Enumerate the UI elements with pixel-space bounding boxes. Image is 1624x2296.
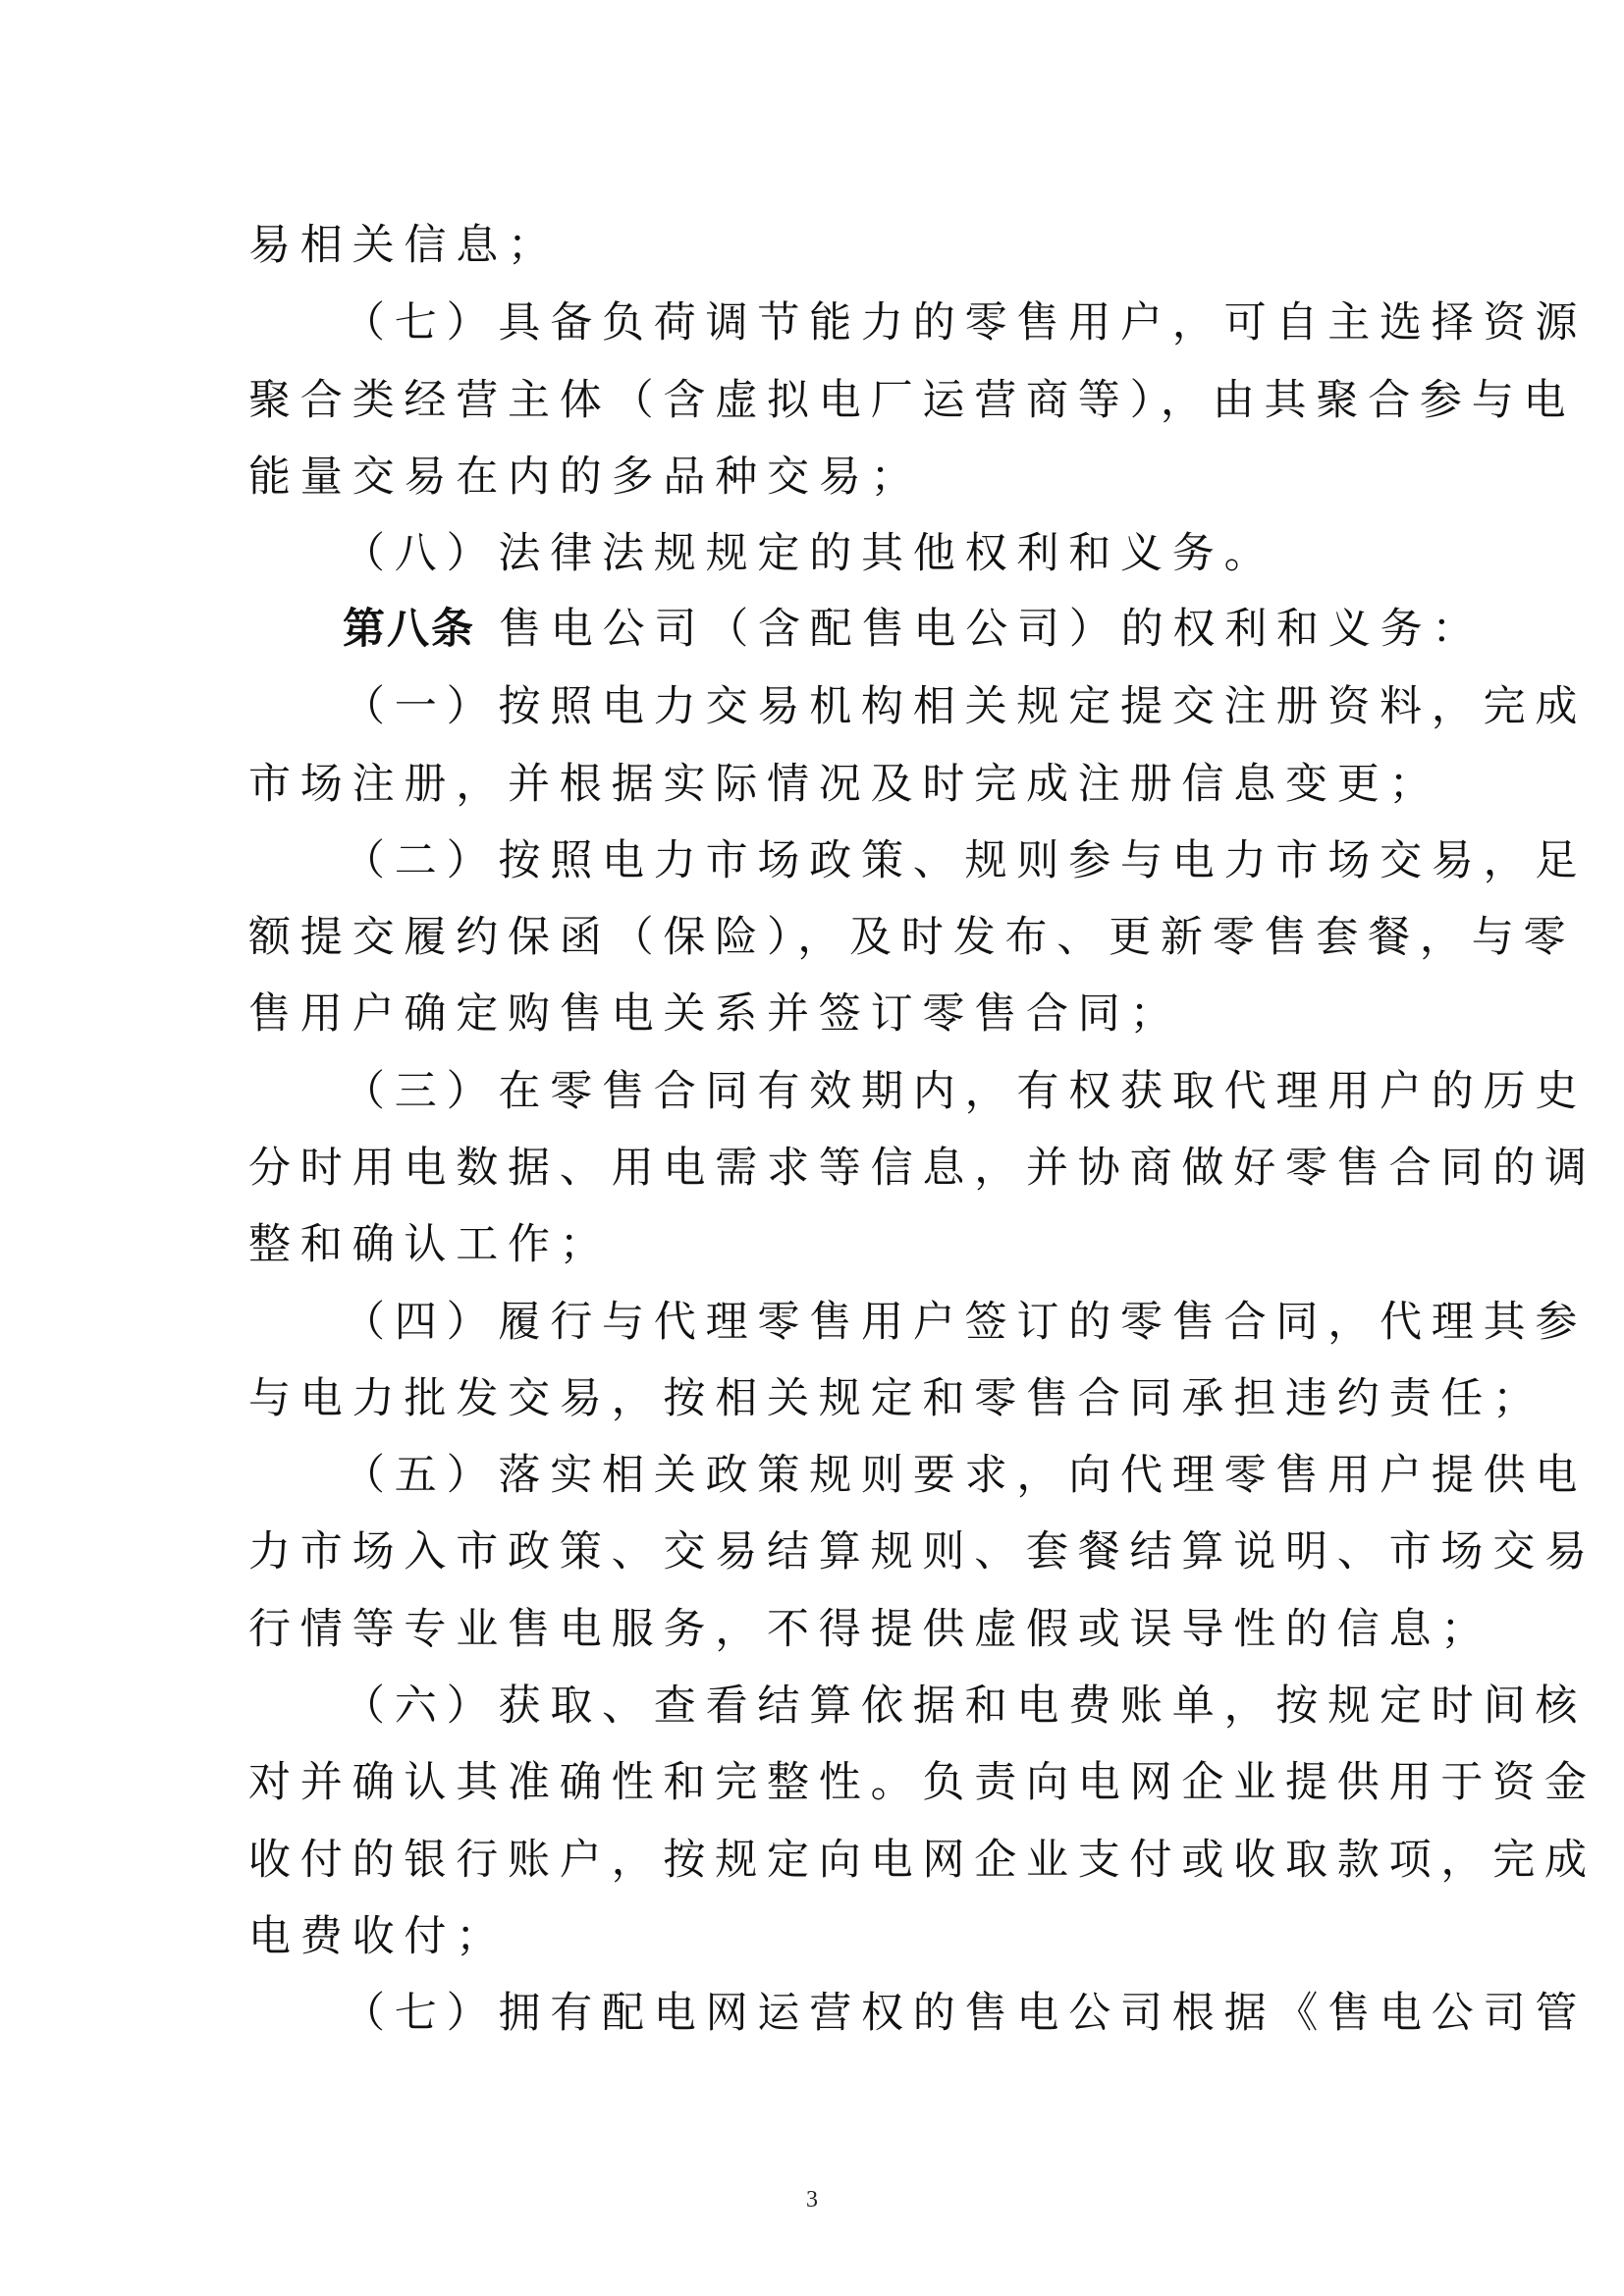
text-line: （七）具备负荷调节能力的零售用户，可自主选择资源 <box>343 298 1588 347</box>
text-line: 电费收付； <box>248 1912 508 1961</box>
article-line <box>343 602 1484 657</box>
text-line: 整和确认工作； <box>248 1220 612 1269</box>
text-line: 额提交履约保函（保险），及时发布、更新零售套餐，与零 <box>248 913 1576 962</box>
article-text: 售电公司（含配售电公司）的权利和义务： <box>499 605 1485 654</box>
text-line: 行情等专业售电服务，不得提供虚假或误导性的信息； <box>248 1605 1493 1654</box>
text-line: （八）法律法规规定的其他权利和义务。 <box>343 529 1276 578</box>
text-line: 力市场入市政策、交易结算规则、套餐结算说明、市场交易 <box>248 1527 1597 1576</box>
text-line: 聚合类经营主体（含虚拟电厂运营商等），由其聚合参与电 <box>248 376 1576 425</box>
text-line: （一）按照电力交易机构相关规定提交注册资料，完成 <box>343 682 1588 731</box>
text-line: 易相关信息； <box>248 221 560 270</box>
text-line: 市场注册，并根据实际情况及时完成注册信息变更； <box>248 760 1441 809</box>
text-line: （七）拥有配电网运营权的售电公司根据《售电公司管 <box>343 1989 1588 2038</box>
text-line: 售用户确定购售电关系并签订零售合同； <box>248 989 1182 1039</box>
text-line: （二）按照电力市场政策、规则参与电力市场交易，足 <box>343 836 1588 885</box>
page-number: 3 <box>806 2187 818 2213</box>
article-heading: 第八条 <box>343 605 475 654</box>
text-line: 收付的银行账户，按规定向电网企业支付或收取款项，完成 <box>248 1836 1597 1885</box>
text-line: 分时用电数据、用电需求等信息，并协商做好零售合同的调 <box>248 1144 1597 1193</box>
text-line: 对并确认其准确性和完整性。负责向电网企业提供用于资金 <box>248 1758 1597 1807</box>
text-line: （六）获取、查看结算依据和电费账单，按规定时间核 <box>343 1682 1588 1731</box>
text-line: 与电力批发交易，按相关规定和零售合同承担违约责任； <box>248 1374 1544 1423</box>
text-line: （三）在零售合同有效期内，有权获取代理用户的历史 <box>343 1067 1588 1116</box>
text-line: 能量交易在内的多品种交易； <box>248 453 923 502</box>
text-line: （四）履行与代理零售用户签订的零售合同，代理其参 <box>343 1298 1588 1347</box>
text-line: （五）落实相关政策规则要求，向代理零售用户提供电 <box>343 1451 1588 1500</box>
